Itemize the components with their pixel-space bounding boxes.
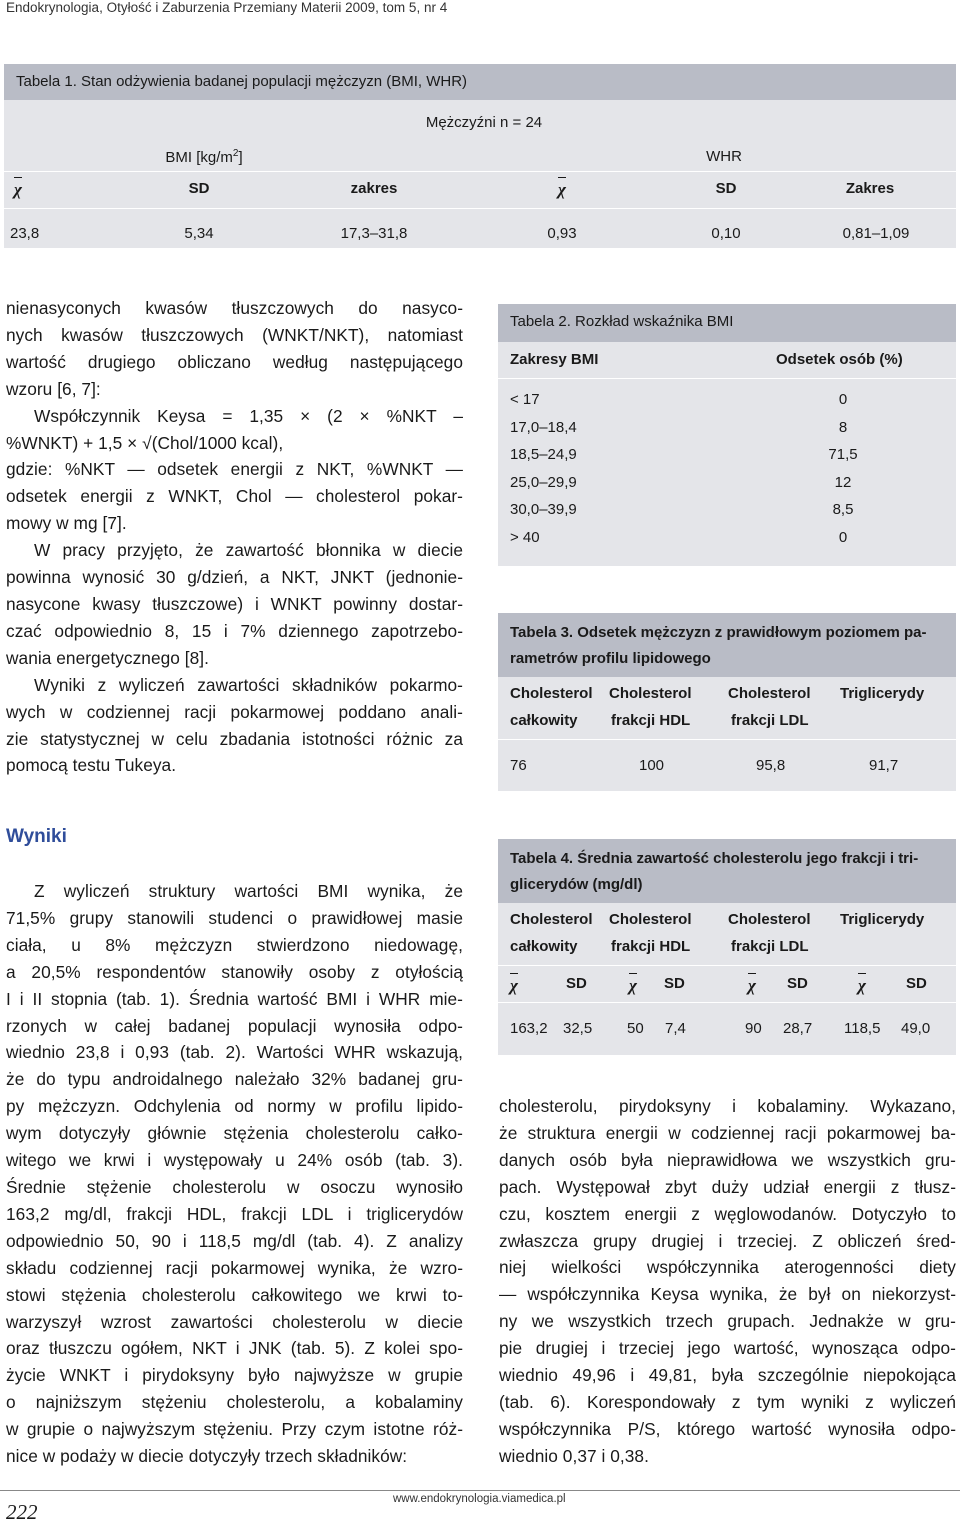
caption-line: glicerydów (mg/dl) <box>510 876 643 893</box>
table4-cell: 28,7 <box>783 1020 813 1037</box>
text-line: ny we wszystkich trzech grupach. Jednakże w gru- <box>499 1311 956 1332</box>
table2-body <box>498 379 956 556</box>
text-line: pie drugiej i trzeciej jego wartość, wynosząca odpo- <box>499 1338 956 1359</box>
section-title-results: Wyniki <box>6 826 67 847</box>
table4-header-cell: całkowity <box>510 938 578 955</box>
text-line: powinna wynosić 30 g/dzień, a NKT, JNKT (jednonie- <box>6 567 463 588</box>
table2-cell: 71,5 <box>828 446 858 463</box>
table1-group-header: Mężczyźni n = 24 <box>425 114 543 131</box>
right-column-bottom <box>499 1093 956 1470</box>
table3-caption <box>498 613 956 677</box>
table1-range-1: zakres <box>350 180 398 197</box>
text-line: witego we krwi i występowały u 24% osób (tab. 3). <box>6 1150 463 1171</box>
left-column-bottom <box>6 878 463 1470</box>
text-line: czać odpowiednio 8, 15 i 7% dziennego zapotrzebo- <box>6 620 463 641</box>
table2-row <box>498 446 956 474</box>
table4-chi: χ <box>748 976 756 995</box>
text-line: Z wyliczeń struktury wartości BMI wynika, że <box>34 881 463 901</box>
table4-cell: 90 <box>745 1020 762 1037</box>
table-3 <box>498 613 956 791</box>
text-line: cholesterolu, pirydoksyny i kobalaminy. Wykazano, <box>499 1096 956 1116</box>
text-line: o najniższym stężeniu cholesterolu, a kobalaminy <box>6 1392 463 1413</box>
table3-header <box>498 677 956 739</box>
text-line: warzyszył wzrost zawartości cholesterolu w diecie <box>6 1311 463 1332</box>
table2-cell: 18,5–24,9 <box>510 446 577 463</box>
text-line: 71,5% grupy stanowili studenci o prawidłowej masie <box>6 907 463 928</box>
table4-cell: 50 <box>627 1020 644 1037</box>
left-column-top <box>6 295 463 779</box>
text-line: wiednio 0,37 i 0,38. <box>499 1445 649 1466</box>
table4-value-row <box>498 1003 956 1053</box>
text-line: %WNKT) + 1,5 × √(Chol/1000 kcal), <box>6 432 284 453</box>
table4-header-cell: Cholesterol <box>609 911 692 928</box>
text-line: (tab. 6). Korespondowały z tym wyniki z wyliczeń <box>499 1391 956 1412</box>
text-line: wiednio 49,96 i 49,81, była szczególnie niepokojąca <box>499 1365 956 1386</box>
table2-row <box>498 474 956 502</box>
table3-header-cell: całkowity <box>510 712 578 729</box>
table1-sd-2: SD <box>715 180 737 197</box>
paragraph <box>6 295 463 403</box>
table3-header-cell: frakcji HDL <box>611 712 691 729</box>
text-line: wzoru [6, 7]: <box>6 378 101 399</box>
table3-header-cell: Cholesterol <box>728 685 811 702</box>
text-line: że do typu androidalnego należało 32% badanej gru- <box>6 1069 463 1090</box>
page-number: 222 <box>6 1500 38 1524</box>
text-line: zwłaszcza grupy drugiej i trzeciej. Z obliczeń śred- <box>499 1230 956 1251</box>
table3-cell: 91,7 <box>869 757 899 774</box>
text-line: Wyniki z wyliczeń zawartości składników pokarmo- <box>34 674 463 695</box>
table3-header-cell: Triglicerydy <box>840 685 925 702</box>
text-line: Średnie stężenie cholesterolu w osoczu wynosiło <box>6 1176 463 1197</box>
table2-cell: 12 <box>834 473 852 491</box>
text-line: odsetek energii z WNKT, Chol — cholesterol pokar- <box>6 486 463 507</box>
text-line: nych kwasów tłuszczowych (WNKT/NKT), natomiast <box>6 324 463 345</box>
table3-header-cell: Cholesterol <box>609 685 692 702</box>
table2-cell: 30,0–39,9 <box>510 501 577 518</box>
text-line: Współczynnik Keysa = 1,35 × (2 × %NKT – <box>34 405 463 426</box>
text-line: życie WNKT i pirydoksyny było najwyższe w grupie <box>6 1365 463 1386</box>
text-line: W pracy przyjęto, że zawartość błonnika w diecie <box>34 540 463 561</box>
table4-subheader-row <box>498 966 956 1002</box>
text-line: niej wielkości współczynnika aterogenności diety <box>499 1257 956 1278</box>
table1-cell: 0,93 <box>547 225 577 242</box>
table2-cell: 0 <box>838 391 848 408</box>
table2-caption: Tabela 2. Rozkład wskaźnika BMI <box>498 304 956 342</box>
text-line: wym dotyczyły głównie stężenia cholesterolu całko- <box>6 1123 463 1144</box>
text-line: danych osób była nieprawidłowa we wszystkich gru- <box>499 1149 956 1170</box>
table4-cell: 49,0 <box>901 1020 931 1037</box>
table4-cell: 32,5 <box>563 1020 593 1037</box>
text-line: w grupie o najwyższym stężeniu. Przy czym istotne róż- <box>6 1419 463 1440</box>
text-line: py mężczyzn. Odchylenia od normy w profilu lipido- <box>6 1096 463 1117</box>
table2-cell: 0 <box>838 528 848 546</box>
text-line: składu codziennej racji pokarmowej wynika, że wzro- <box>6 1257 463 1278</box>
table4-cell: 163,2 <box>510 1020 548 1037</box>
table2-header: Zakresy BMI <box>510 351 599 368</box>
table1-cell: 5,34 <box>184 225 214 242</box>
table4-sd: SD <box>566 975 587 992</box>
table2-header-row <box>498 342 956 378</box>
table3-cell: 100 <box>639 757 665 774</box>
table4-cell: 7,4 <box>665 1020 686 1037</box>
table4-chi: χ <box>858 976 866 995</box>
table1-sd-1: SD <box>188 180 210 197</box>
text-line: pach. Występował zbyt duży udział energii z tłusz- <box>499 1176 956 1197</box>
table-2 <box>498 304 956 566</box>
text-line: rzonych w całej badanej populacji wynosiła odpo- <box>6 1015 463 1036</box>
text-line: oraz tłuszczu ogółem, NKT i JNK (tab. 5). Z kolei spo- <box>6 1338 463 1359</box>
table4-chi: χ <box>510 976 518 995</box>
table2-cell: 25,0–29,9 <box>510 473 577 491</box>
text-line: że struktura energii w codziennej racji pokarmowej ba- <box>499 1122 956 1143</box>
table2-row <box>498 501 956 529</box>
text-line: nienasyconych kwasów tłuszczowych do nasyco- <box>6 298 463 318</box>
table1-cell: 0,81–1,09 <box>842 225 910 242</box>
table1-cell: 0,10 <box>711 225 741 242</box>
table1-whr-header: WHR <box>706 148 742 165</box>
text-line: nasycone kwasy tłuszczowe) i WNKT powinny dostar- <box>6 593 463 614</box>
table2-header: Odsetek osób (%) <box>776 351 903 368</box>
text-line: 163,2 mg/dl, frakcji HDL, frakcji LDL i triglicerydów <box>6 1203 463 1224</box>
table2-cell: 8 <box>838 418 848 436</box>
table1-bmi-header: BMI $[kg/m^2]$ <box>165 148 243 166</box>
formula-block <box>6 403 463 538</box>
running-header: Endokrynologia, Otyłość i Zaburzenia Przemiany Materii 2009, tom 5, nr 4 <box>6 0 448 15</box>
text-line: czu, kosztem energii z węglowodanów. Dotyczyło to <box>499 1203 956 1224</box>
text-line: współczynnika P/S, którego wartość wynosiła odpo- <box>499 1418 956 1439</box>
text-line: wych w codziennej racji pokarmowej poddano anali- <box>6 701 463 722</box>
text-line: — współczynnika Keysa wynika, że był on niekorzyst- <box>499 1284 956 1305</box>
footer-url: www.endokrynologia.viamedica.pl <box>393 1493 566 1505</box>
table2-cell: 8,5 <box>832 501 854 518</box>
table3-value-row <box>498 740 956 790</box>
text-line: wiednio 23,8 i 0,93 (tab. 2). Wartości WHR wskazują, <box>6 1042 463 1063</box>
table3-header-cell: frakcji LDL <box>731 712 809 729</box>
table4-header-cell: Cholesterol <box>510 911 593 928</box>
caption-line: rametrów profilu lipidowego <box>510 650 711 667</box>
text-line: mowy w mg [7]. <box>6 513 127 534</box>
table4-header-cell: Cholesterol <box>728 911 811 928</box>
text-line: stowi stężenia cholesterolu całkowitego we krwi to- <box>6 1284 463 1305</box>
table1-range-2: Zakres <box>845 180 895 197</box>
table4-chi: χ <box>629 976 637 995</box>
text-line: wartość drugiego obliczano według następującego <box>6 351 463 372</box>
table-4 <box>498 839 956 1055</box>
text-line: gdzie: %NKT — odsetek energii z NKT, %WNKT — <box>6 459 463 480</box>
text-line: ciała, u 8% mężczyzn stwierdzono niedowagę, <box>6 934 463 955</box>
table2-row <box>498 529 956 557</box>
text-line: pomocą testu Tukeya. <box>6 755 177 776</box>
caption-line: Tabela 4. Średnia zawartość cholesterolu jego frakcji i tri- <box>510 850 919 867</box>
table1-cell: 23,8 <box>10 225 40 242</box>
paragraph <box>6 672 463 780</box>
table2-row <box>498 391 956 419</box>
table4-header-cell: frakcji LDL <box>731 938 809 955</box>
text-line: wania energetycznego [8]. <box>6 647 209 668</box>
table3-header-cell: Cholesterol <box>510 685 593 702</box>
text-line: odpowiednio 50, 90 i 118,5 mg/dl (tab. 4). Z analizy <box>6 1230 463 1251</box>
table3-cell: 76 <box>510 757 527 774</box>
text-line: zie statystycznej w celu zbadania istotności różnic za <box>6 728 463 749</box>
table2-cell: 17,0–18,4 <box>510 418 577 436</box>
table4-sd: SD <box>787 975 808 992</box>
table4-caption <box>498 839 956 903</box>
text-line: a 20,5% respondentów stanowiły osoby z otyłością <box>6 961 463 982</box>
table3-cell: 95,8 <box>756 757 786 774</box>
table1-chi-2: χ <box>558 180 566 199</box>
table1-cell: 17,3–31,8 <box>340 225 408 242</box>
table4-header <box>498 903 956 965</box>
table4-sd: SD <box>664 975 685 992</box>
table2-row <box>498 419 956 447</box>
table4-header-cell: frakcji HDL <box>611 938 691 955</box>
table4-sd: SD <box>906 975 927 992</box>
table4-header-cell: Triglicerydy <box>840 911 925 928</box>
footer-rule <box>0 1490 960 1491</box>
text-line: I i II stopnia (tab. 1). Średnia wartość BMI i WHR mie- <box>6 988 463 1009</box>
caption-line: Tabela 3. Odsetek mężczyzn z prawidłowym poziomem pa- <box>510 624 927 641</box>
table2-cell: < 17 <box>510 391 540 408</box>
text-line: nice w podaży w diecie dotyczyły trzech składników: <box>6 1446 408 1467</box>
table1-caption: Tabela 1. Stan odżywienia badanej populacji mężczyzn (BMI, WHR) <box>4 64 956 100</box>
table2-cell: > 40 <box>510 528 540 546</box>
paragraph <box>6 537 463 672</box>
table1-chi-1: χ <box>14 180 22 199</box>
table4-cell: 118,5 <box>844 1020 881 1037</box>
